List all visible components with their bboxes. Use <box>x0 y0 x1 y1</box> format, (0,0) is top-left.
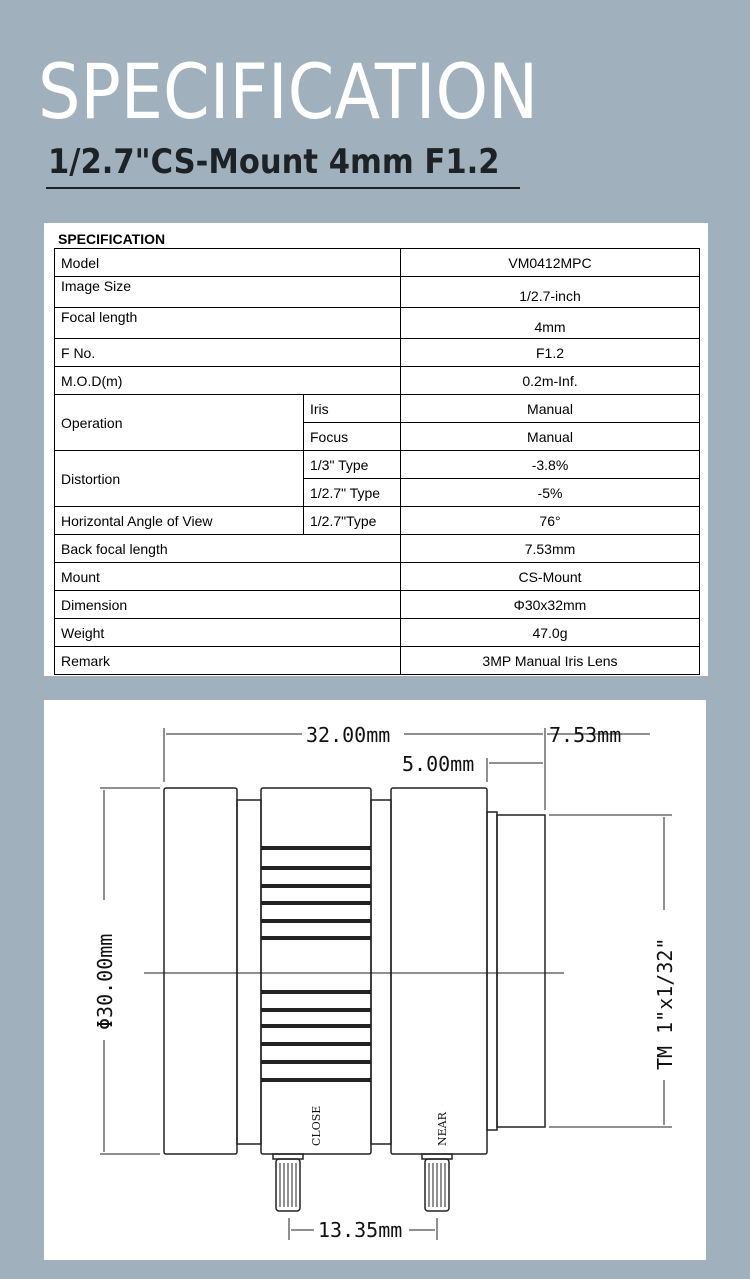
table-row <box>55 367 700 395</box>
lens-neck-right <box>371 800 391 1144</box>
row-label-focal-length: Focal length <box>55 308 401 339</box>
row-sublabel-hfov: 1/2.7"Type <box>304 507 401 535</box>
row-value-model: VM0412MPC <box>401 249 700 277</box>
spec-table-panel <box>44 223 708 676</box>
row-label-weight: Weight <box>55 619 401 647</box>
row-value-weight: 47.0g <box>401 619 700 647</box>
row-value-remark: 3MP Manual Iris Lens <box>401 647 700 675</box>
row-label-model: Model <box>55 249 401 277</box>
row-label-operation: Operation <box>55 395 304 451</box>
row-sublabel-type2: 1/2.7" Type <box>304 479 401 507</box>
close-label: CLOSE <box>310 1105 323 1146</box>
row-label-hfov: Horizontal Angle of View <box>55 507 304 535</box>
grip-lines <box>261 848 371 1080</box>
page-title: SPECIFICATION <box>38 47 539 136</box>
lens-mount-thread <box>497 815 545 1127</box>
table-row <box>55 277 700 308</box>
row-value-type1: -3.8% <box>401 451 700 479</box>
row-value-f-no: F1.2 <box>401 339 700 367</box>
lens-focus-ring <box>391 788 487 1154</box>
row-label-mount: Mount <box>55 563 401 591</box>
table-row <box>55 647 700 675</box>
table-row <box>55 339 700 367</box>
dim-flange: 5.00mm <box>402 752 475 776</box>
lens-iris-ring <box>261 788 371 1154</box>
row-sublabel-iris: Iris <box>304 395 401 423</box>
near-label: NEAR <box>436 1112 449 1146</box>
spec-table <box>54 248 700 675</box>
product-model-title: 1/2.7"CS-Mount 4mm F1.2 <box>48 142 500 182</box>
row-label-dimension: Dimension <box>55 591 401 619</box>
table-row <box>55 451 700 479</box>
row-value-type2: -5% <box>401 479 700 507</box>
row-value-mount: CS-Mount <box>401 563 700 591</box>
lens-neck-left <box>237 800 261 1144</box>
row-sublabel-focus: Focus <box>304 423 401 451</box>
table-row <box>55 395 700 423</box>
dim-diameter: Φ30.00mm <box>93 933 117 1030</box>
dim-length: 32.00mm <box>306 723 391 747</box>
row-sublabel-type1: 1/3" Type <box>304 451 401 479</box>
spec-table-heading: SPECIFICATION <box>58 231 166 247</box>
row-label-back-focal: Back focal length <box>55 535 401 563</box>
dim-thread: TM 1"x1/32" <box>653 937 677 1070</box>
row-value-focus: Manual <box>401 423 700 451</box>
row-label-remark: Remark <box>55 647 401 675</box>
row-value-iris: Manual <box>401 395 700 423</box>
table-row <box>55 619 700 647</box>
table-row <box>55 507 700 535</box>
row-label-image-size: Image Size <box>55 277 401 308</box>
lens-dimension-drawing <box>44 700 706 1260</box>
row-value-dimension: Φ30x32mm <box>401 591 700 619</box>
table-row <box>55 591 700 619</box>
knob-knurl <box>280 1163 445 1207</box>
lens-front-ring <box>164 788 237 1154</box>
lens-step <box>487 812 497 1130</box>
table-row <box>55 563 700 591</box>
title-underline <box>46 187 520 189</box>
table-row <box>55 249 700 277</box>
table-row <box>55 308 700 339</box>
lens-drawing-svg <box>44 700 706 1260</box>
row-value-focal-length: 4mm <box>401 308 700 339</box>
row-label-distortion: Distortion <box>55 451 304 507</box>
row-value-hfov: 76° <box>401 507 700 535</box>
table-row <box>55 535 700 563</box>
row-value-image-size: 1/2.7-inch <box>401 277 700 308</box>
dim-back-focal: 7.53mm <box>549 723 622 747</box>
dim-knob-spacing: 13.35mm <box>318 1218 403 1242</box>
row-value-back-focal: 7.53mm <box>401 535 700 563</box>
row-value-mod: 0.2m-Inf. <box>401 367 700 395</box>
row-label-f-no: F No. <box>55 339 401 367</box>
row-label-mod: M.O.D(m) <box>55 367 401 395</box>
